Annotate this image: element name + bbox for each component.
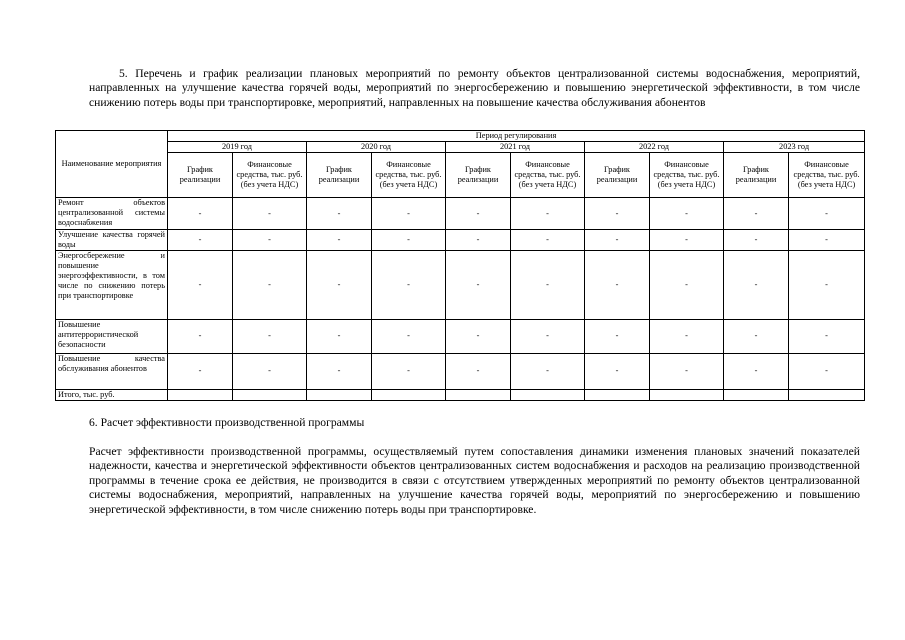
section-6-heading-text: 6. Расчет эффективности производственной программы <box>89 416 365 429</box>
header-measure-name: Наименование мероприятия <box>56 131 168 198</box>
total-label: Итого, тыс. руб. <box>56 389 168 400</box>
finance-value: - <box>233 250 307 320</box>
finance-value: - <box>789 353 865 389</box>
finance-value: - <box>789 198 865 229</box>
finance-value: - <box>233 320 307 353</box>
schedule-value: - <box>585 198 650 229</box>
schedule-value: - <box>585 229 650 250</box>
finance-value: - <box>372 198 446 229</box>
header-schedule: График реализации <box>307 153 372 198</box>
header-year: 2023 год <box>724 142 865 153</box>
schedule-value: - <box>724 320 789 353</box>
header-year: 2019 год <box>168 142 307 153</box>
schedule-value: - <box>168 198 233 229</box>
total-cell <box>233 389 307 400</box>
finance-value: - <box>233 353 307 389</box>
finance-value: - <box>372 320 446 353</box>
table-header-row-period <box>56 131 865 142</box>
header-schedule: График реализации <box>446 153 511 198</box>
finance-value: - <box>650 198 724 229</box>
measure-name: Энергосбережение и повышение энергоэффективности, в том числе по снижению потерь при транспортировке <box>56 250 168 320</box>
schedule-value: - <box>585 250 650 320</box>
finance-value: - <box>650 320 724 353</box>
finance-value: - <box>511 353 585 389</box>
header-finance: Финансовые средства, тыс. руб. (без учета НДС) <box>789 153 865 198</box>
measure-name: Улучшение качества горячей воды <box>56 229 168 250</box>
finance-value: - <box>233 198 307 229</box>
measure-name: Ремонт объектов централизованной системы водоснабжения <box>56 198 168 229</box>
table-row <box>56 353 865 389</box>
finance-value: - <box>789 320 865 353</box>
table-header-row-years <box>56 142 865 153</box>
section-6-paragraph-text: Расчет эффективности производственной программы, осуществляемый путем сопоставления динамики изменения плановых значений показателей надежности, качества и энергетической эффективности объектов централизованных систем водоснабжения и расходов на реализацию производственной программы в течение срока ее действия, не производится в связи с отсутствием утвержденных мероприятий по ремонту объектов централизованной системы водоснабжения, мероприятий, направленных на улучшение качества горячей воды, мероприятий по энергосбережению и повышению энергетической эффективности, в том числе снижению потерь воды при транспортировке. <box>89 445 860 516</box>
total-cell <box>724 389 789 400</box>
schedule-value: - <box>446 229 511 250</box>
section-5-paragraph: 5. Перечень и график реализации плановых мероприятий по ремонту объектов централизованной системы водоснабжения, мероприятий, направленных на улучшение качества горячей воды, мероприятий по энергосбережению и повышению энергетической эффективности, в том числе снижению потерь воды при транспортировке, мероприятий, направленных на повышение качества обслуживания абонентов <box>89 67 860 109</box>
table-row <box>56 320 865 353</box>
measures-schedule-table <box>55 130 865 401</box>
schedule-value: - <box>724 198 789 229</box>
total-cell <box>511 389 585 400</box>
finance-value: - <box>372 250 446 320</box>
schedule-value: - <box>307 250 372 320</box>
section-6-paragraph <box>89 445 860 517</box>
schedule-value: - <box>307 353 372 389</box>
schedule-value: - <box>307 320 372 353</box>
schedule-value: - <box>307 229 372 250</box>
finance-value: - <box>511 250 585 320</box>
section-6-heading <box>89 416 860 430</box>
measure-name: Повышение антитеррористической безопасности <box>56 320 168 353</box>
schedule-value: - <box>446 353 511 389</box>
finance-value: - <box>511 229 585 250</box>
header-year: 2020 год <box>307 142 446 153</box>
schedule-value: - <box>446 320 511 353</box>
table-row <box>56 229 865 250</box>
schedule-value: - <box>446 198 511 229</box>
finance-value: - <box>511 320 585 353</box>
schedule-value: - <box>585 320 650 353</box>
total-cell <box>650 389 724 400</box>
total-cell <box>307 389 372 400</box>
measure-name: Повышение качества обслуживания абонентов <box>56 353 168 389</box>
total-cell <box>585 389 650 400</box>
schedule-value: - <box>724 353 789 389</box>
finance-value: - <box>650 250 724 320</box>
header-finance: Финансовые средства, тыс. руб. (без учета НДС) <box>511 153 585 198</box>
table-row <box>56 198 865 229</box>
total-cell <box>372 389 446 400</box>
table-row <box>56 250 865 320</box>
total-cell <box>446 389 511 400</box>
table-header-row-columns <box>56 153 865 198</box>
finance-value: - <box>789 229 865 250</box>
table-total-row <box>56 389 865 400</box>
finance-value: - <box>789 250 865 320</box>
header-finance: Финансовые средства, тыс. руб. (без учета НДС) <box>233 153 307 198</box>
schedule-value: - <box>168 250 233 320</box>
total-cell <box>789 389 865 400</box>
schedule-value: - <box>724 250 789 320</box>
schedule-value: - <box>168 320 233 353</box>
header-year: 2022 год <box>585 142 724 153</box>
finance-value: - <box>650 353 724 389</box>
finance-value: - <box>372 229 446 250</box>
schedule-value: - <box>168 229 233 250</box>
total-cell <box>168 389 233 400</box>
header-finance: Финансовые средства, тыс. руб. (без учета НДС) <box>650 153 724 198</box>
schedule-value: - <box>168 353 233 389</box>
schedule-value: - <box>307 198 372 229</box>
header-schedule: График реализации <box>168 153 233 198</box>
header-schedule: График реализации <box>585 153 650 198</box>
finance-value: - <box>372 353 446 389</box>
header-regulation-period: Период регулирования <box>168 131 865 142</box>
finance-value: - <box>511 198 585 229</box>
schedule-value: - <box>724 229 789 250</box>
header-year: 2021 год <box>446 142 585 153</box>
schedule-value: - <box>446 250 511 320</box>
header-schedule: График реализации <box>724 153 789 198</box>
schedule-value: - <box>585 353 650 389</box>
header-finance: Финансовые средства, тыс. руб. (без учета НДС) <box>372 153 446 198</box>
finance-value: - <box>233 229 307 250</box>
finance-value: - <box>650 229 724 250</box>
